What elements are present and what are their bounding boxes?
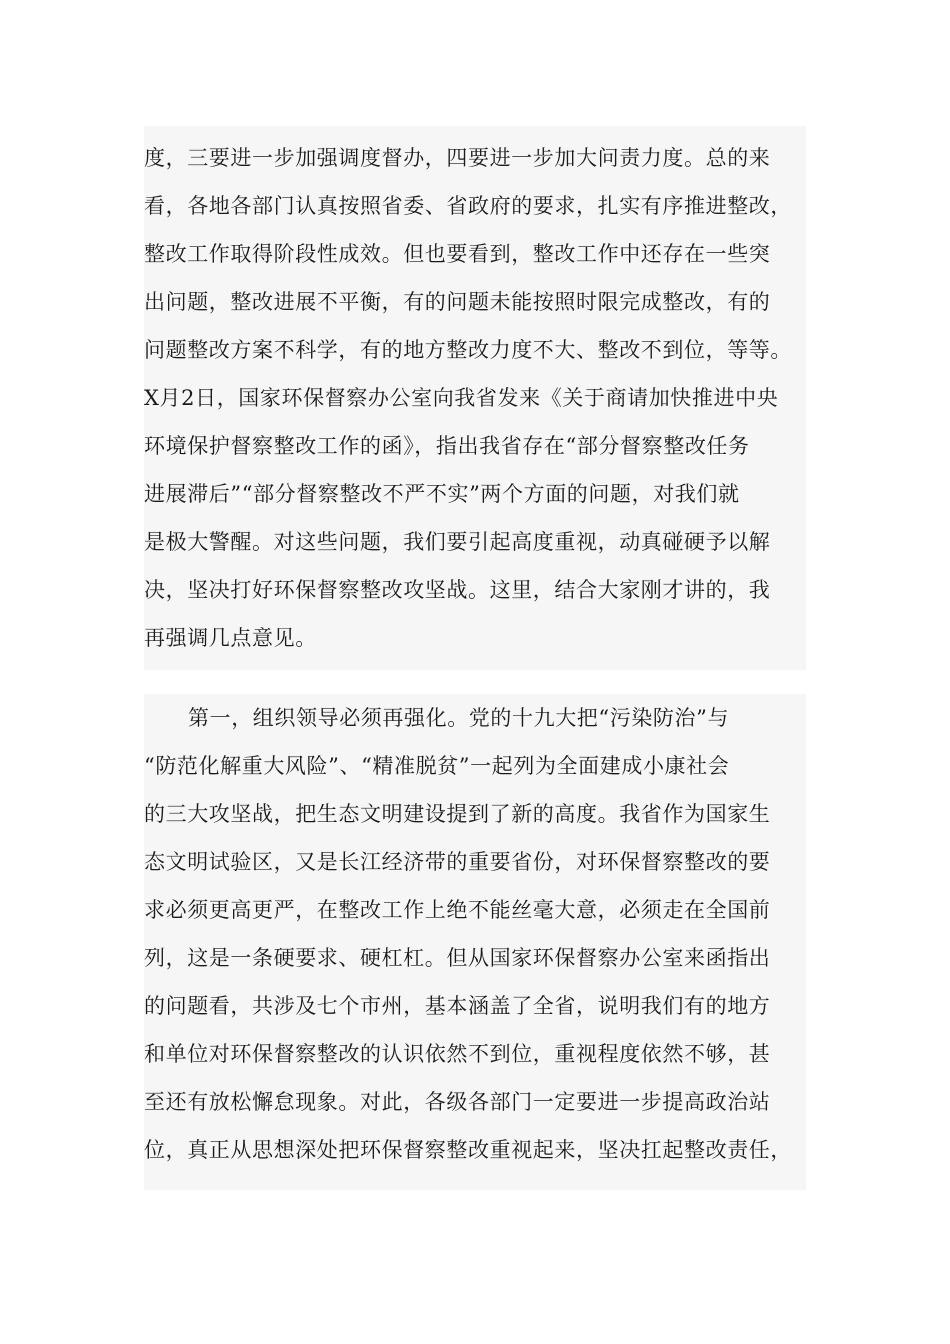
text-line: “防范化解重大风险”、“精准脱贫”一起列为全面建成小康社会 <box>144 754 730 778</box>
text-line: 的三大攻坚战，把生态文明建设提到了新的高度。我省作为国家生 <box>144 802 771 826</box>
text-line: 至还有放松懈怠现象。对此，各级各部门一定要进一步提高政治站 <box>144 1090 771 1114</box>
text-line: 环境保护督察整改工作的函》，指出我省存在“部分督察整改任务 <box>144 434 750 458</box>
text-line: 整改工作取得阶段性成效。但也要看到，整改工作中还存在一些突 <box>144 242 771 266</box>
text-line: 进展滞后”“部分督察整改不严不实”两个方面的问题，对我们就 <box>144 482 740 506</box>
paragraph-1 <box>144 126 806 670</box>
text-line: 态文明试验区，又是长江经济带的重要省份，对环保督察整改的要 <box>144 850 771 874</box>
text-line: X月2日，国家环保督察办公室向我省发来《关于商请加快推进中央 <box>144 386 779 410</box>
paragraph-2 <box>144 694 806 1190</box>
text-line: 度，三要进一步加强调度督办，四要进一步加大问责力度。总的来 <box>144 146 771 170</box>
text-line: 看，各地各部门认真按照省委、省政府的要求，扎实有序推进整改， <box>144 194 792 218</box>
text-line: 位，真正从思想深处把环保督察整改重视起来，坚决扛起整改责任， <box>144 1138 792 1162</box>
text-line: 列，这是一条硬要求、硬杠杠。但从国家环保督察办公室来函指出 <box>144 946 771 970</box>
text-line: 第一，组织领导必须再强化。党的十九大把“污染防治”与 <box>188 706 730 730</box>
text-line: 求必须更高更严，在整改工作上绝不能丝毫大意，必须走在全国前 <box>144 898 771 922</box>
text-line: 问题整改方案不科学，有的地方整改力度不大、整改不到位，等等。 <box>144 338 792 362</box>
text-line: 和单位对环保督察整改的认识依然不到位，重视程度依然不够，甚 <box>144 1042 771 1066</box>
text-line: 是极大警醒。对这些问题，我们要引起高度重视，动真碰硬予以解 <box>144 530 771 554</box>
text-line: 的问题看，共涉及七个市州，基本涵盖了全省，说明我们有的地方 <box>144 994 771 1018</box>
text-line: 再强调几点意见。 <box>144 626 317 650</box>
text-line: 出问题，整改进展不平衡，有的问题未能按照时限完成整改，有的 <box>144 290 771 314</box>
text-line: 决，坚决打好环保督察整改攻坚战。这里，结合大家刚才讲的，我 <box>144 578 771 602</box>
